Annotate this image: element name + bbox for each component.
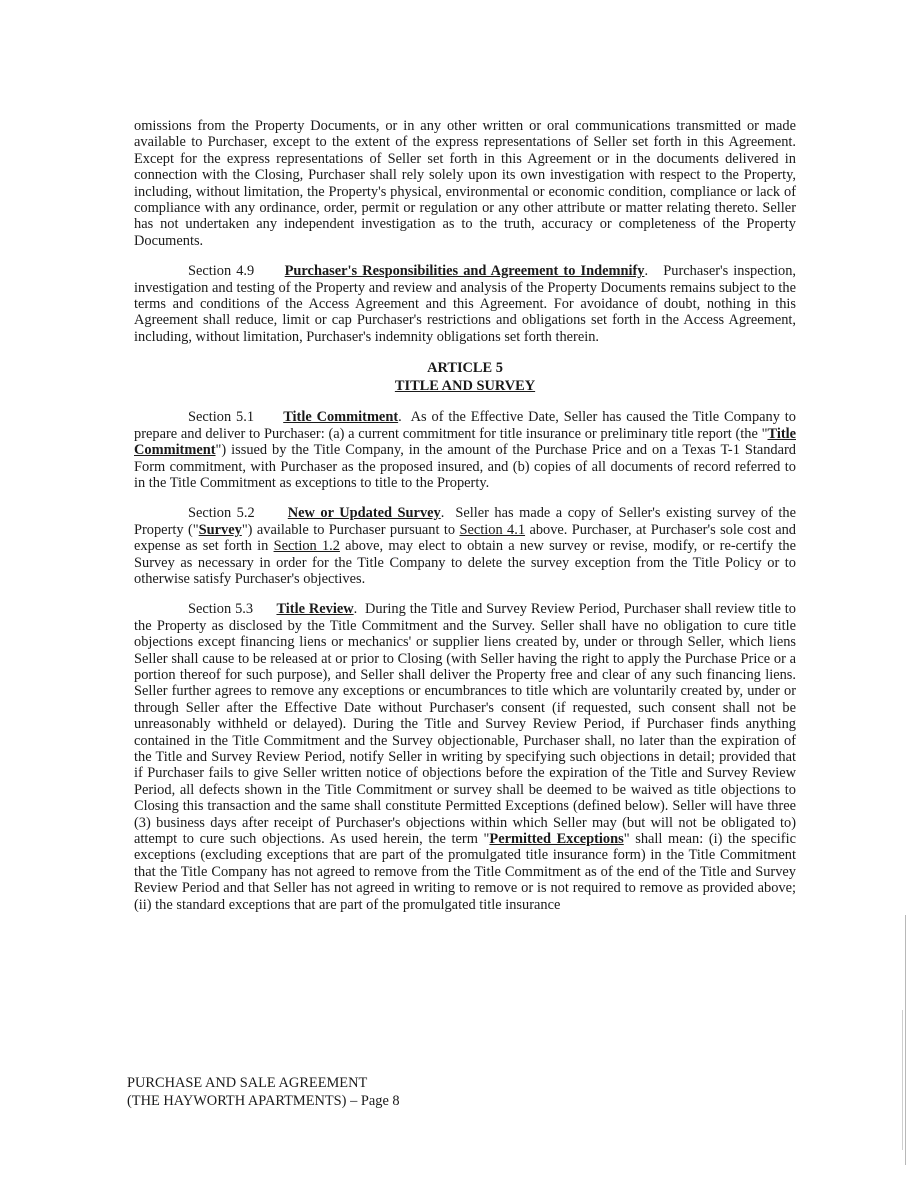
section-ref-1-2: Section 1.2 [273, 538, 340, 555]
footer-agreement-title: PURCHASE AND SALE AGREEMENT [127, 1075, 368, 1091]
defined-term-survey: Survey [198, 521, 242, 538]
article-heading [134, 359, 796, 395]
section-4-9-text: Purchaser's inspection, investigation and testing of the Property and review and analysis of the Property Documents remains subject to the terms and conditions of the Access Agreement and this Agreement. For avoidance of doubt, nothing in this Agreement shall reduce, limit or cap Purchaser's restrictions and obligations set forth in the Access Agreement, including, without limitation, Purchaser's indemnity obligations set forth therein. [134, 263, 797, 345]
paragraph-continuation: omissions from the Property Documents, or in any other written or oral communications transmitted or made available to Purchaser, except to the extent of the express representations of Seller set forth in this Agreement. Except for the express representations of Seller set forth in this Agreement or in the documents delivered in connection with the Closing, Purchaser shall rely solely upon its own investigation with respect to the Property, including, without limitation, the Property's physical, environmental or economic condition, compliance or lack of compliance with any ordinance, order, permit or regulation or any other attribute or matter relating thereto. Seller has not undertaken any independent investigation as to the truth, accuracy or completeness of the Property Documents. [134, 118, 796, 249]
section-5-3-text-a: During the Title and Survey Review Period, Purchaser shall review title to the Property as disclosed by the Title Commitment and the Survey. Seller shall have no obligation to cure title objections except financing liens or mechanics' or supplier liens created by, under or through Seller, which liens Seller shall cause to be released at or prior to Closing (with Seller having the right to apply the Purchase Price or a portion thereof for such purpose), and Seller shall deliver the Property free and clear of any such financing liens. Seller further agrees to remove any exceptions or encumbrances to title which are voluntarily created by, under or through Seller after the Effective Date without Purchaser's consent (if requested, such consent shall not be unreasonably withheld or delayed). During the Title and Survey Review Period, if Purchaser finds anything contained in the Title Commitment and the Survey objectionable, Purchaser shall, no later than the expiration of the Title and Survey Review Period, notify Seller in writing by specifying such objections in detail; provided that if Purchaser fails to give Seller written notice of objections before the expiration of the Title and Survey Review Period, all defects shown in the Title Commitment or survey shall be deemed to be waived as title objections to Closing this transaction and the same shall constitute Permitted Exceptions (defined below). Seller will have three (3) business days after receipt of Purchaser's objections within which Seller may (but will not be obligated to) attempt to cure such objections. As used herein, the term " [134, 601, 796, 848]
section-5-3-text-b: " shall mean: (i) the specific exceptions (excluding exceptions that are part of the promulgated title insurance form) in the Title Commitment that the Title Company has not agreed to remove from the Title Commitment as of the end of the Title and Survey Review Period and that Seller has not agreed in writing to remove or is not required to remove as provided above; (ii) the standard exceptions that are part of the promulgated title insurance [134, 831, 796, 913]
section-5-2-heading: New or Updated Survey [287, 505, 441, 522]
section-5-3: Section 5.3 Title Review. During the Title and Survey Review Period, Purchaser shall review title to the Property as disclosed by the Title Commitment and the Survey. Seller shall have no obligation to cure title objections except financing liens or mechanics' or supplier liens created by, under or through Seller, which liens Seller shall cause to be released at or prior to Closing (with Seller having the right to apply the Purchase Price or a portion thereof for such purpose), and Seller shall deliver the Property free and clear of any such financing liens. Seller further agrees to remove any exceptions or encumbrances to title which are voluntarily created by, under or through Seller after the Effective Date without Purchaser's consent (if requested, such consent shall not be unreasonably withheld or delayed). During the Title and Survey Review Period, if Purchaser finds anything contained in the Title Commitment and the Survey objectionable, Purchaser shall, no later than the expiration of the Title and Survey Review Period, notify Seller in writing by specifying such objections in detail; provided that if Purchaser fails to give Seller written notice of objections before the expiration of the Title and Survey Review Period, all defects shown in the Title Commitment or survey shall be deemed to be waived as title objections to Closing this transaction and the same shall constitute Permitted Exceptions (defined below). Seller will have three (3) business days after receipt of Purchaser's objections within which Seller may (but will not be obligated to) attempt to cure such objections. As used herein, the term "Permitted Exceptions" shall mean: (i) the specific exceptions (excluding exceptions that are part of the promulgated title insurance form) in the Title Commitment that the Title Company has not agreed to remove from the Title Commitment as of the end of the Title and Survey Review Period and that Seller has not agreed in writing to remove or is not required to remove as provided above; (ii) the standard exceptions that are part of the promulgated title insurance [134, 601, 796, 913]
section-5-1-number: Section 5.1 [188, 409, 255, 426]
section-5-1-text-a: As of the Effective Date, Seller has caused the Title Company to prepare and deliver to Purchaser: (a) a current commitment for title insurance or preliminary title report (the " [134, 409, 796, 442]
section-5-3-heading: Title Review [276, 601, 354, 618]
document-body [134, 118, 796, 927]
section-5-2-text-d: above, may elect to obtain a new survey or revise, modify, or re-certify the Survey as necessary in order for the Title Company to delete the survey exception from the Title Policy or to otherwise satisfy Purchaser's objectives. [134, 538, 796, 587]
article-label: ARTICLE 5 [427, 360, 503, 377]
section-4-9: Section 4.9 Purchaser's Responsibilities and Agreement to Indemnify. Purchaser's inspection, investigation and testing of the Property and review and analysis of the Property Documents remains subject to the terms and conditions of the Access Agreement and this Agreement. For avoidance of doubt, nothing in this Agreement shall reduce, limit or cap Purchaser's restrictions and obligations set forth in the Access Agreement, including, without limitation, Purchaser's indemnity obligations set forth therein. [134, 263, 797, 345]
section-5-2-text-a: Seller has made a copy of Seller's existing survey of the Property (" [134, 505, 796, 538]
section-5-1: Section 5.1 Title Commitment. As of the Effective Date, Seller has caused the Title Company to prepare and deliver to Purchaser: (a) a current commitment for title insurance or preliminary title report (the "Title Commitment") issued by the Title Company, in the amount of the Purchase Price and on a Texas T-1 Standard Form commitment, with Purchaser as the proposed insured, and (b) copies of all documents of record referred to in the Title Commitment as exceptions to title to the Property. [134, 409, 796, 491]
section-5-2-number: Section 5.2 [188, 505, 255, 522]
scan-artifact-line [905, 915, 906, 1165]
scan-artifact-line-secondary [902, 1010, 903, 1150]
defined-term-permitted-exceptions: Permitted Exceptions [489, 831, 624, 848]
section-5-1-text-b: ") issued by the Title Company, in the amount of the Purchase Price and on a Texas T-1 Standard Form commitment, with Purchaser as the proposed insured, and (b) copies of all documents of record referred to in the Title Commitment as exceptions to title to the Property. [134, 442, 796, 491]
section-5-2-text-b: ") available to Purchaser pursuant to [241, 521, 460, 538]
section-5-1-heading: Title Commitment [283, 409, 399, 426]
article-title: TITLE AND SURVEY [394, 378, 536, 395]
section-4-9-heading: Purchaser's Responsibilities and Agreement to Indemnify [284, 263, 645, 280]
section-4-9-number: Section 4.9 [188, 263, 255, 280]
section-5-3-number: Section 5.3 [188, 601, 254, 618]
footer-page-label: (THE HAYWORTH APARTMENTS) – Page 8 [127, 1093, 400, 1109]
page-footer [127, 1074, 400, 1110]
section-5-2-text-c: above. Purchaser, at Purchaser's sole cost and expense as set forth in [134, 521, 796, 555]
section-5-2: Section 5.2 New or Updated Survey. Seller has made a copy of Seller's existing survey of the Property ("Survey") available to Purchaser pursuant to Section 4.1 above. Purchaser, at Purchaser's sole cost and expense as set forth in Section 1.2 above, may elect to obtain a new survey or revise, modify, or re-certify the Survey as necessary in order for the Title Company to delete the survey exception from the Title Policy or to otherwise satisfy Purchaser's objectives. [134, 505, 796, 587]
section-ref-4-1: Section 4.1 [459, 521, 526, 538]
defined-term-title-commitment: Title Commitment [134, 425, 796, 459]
